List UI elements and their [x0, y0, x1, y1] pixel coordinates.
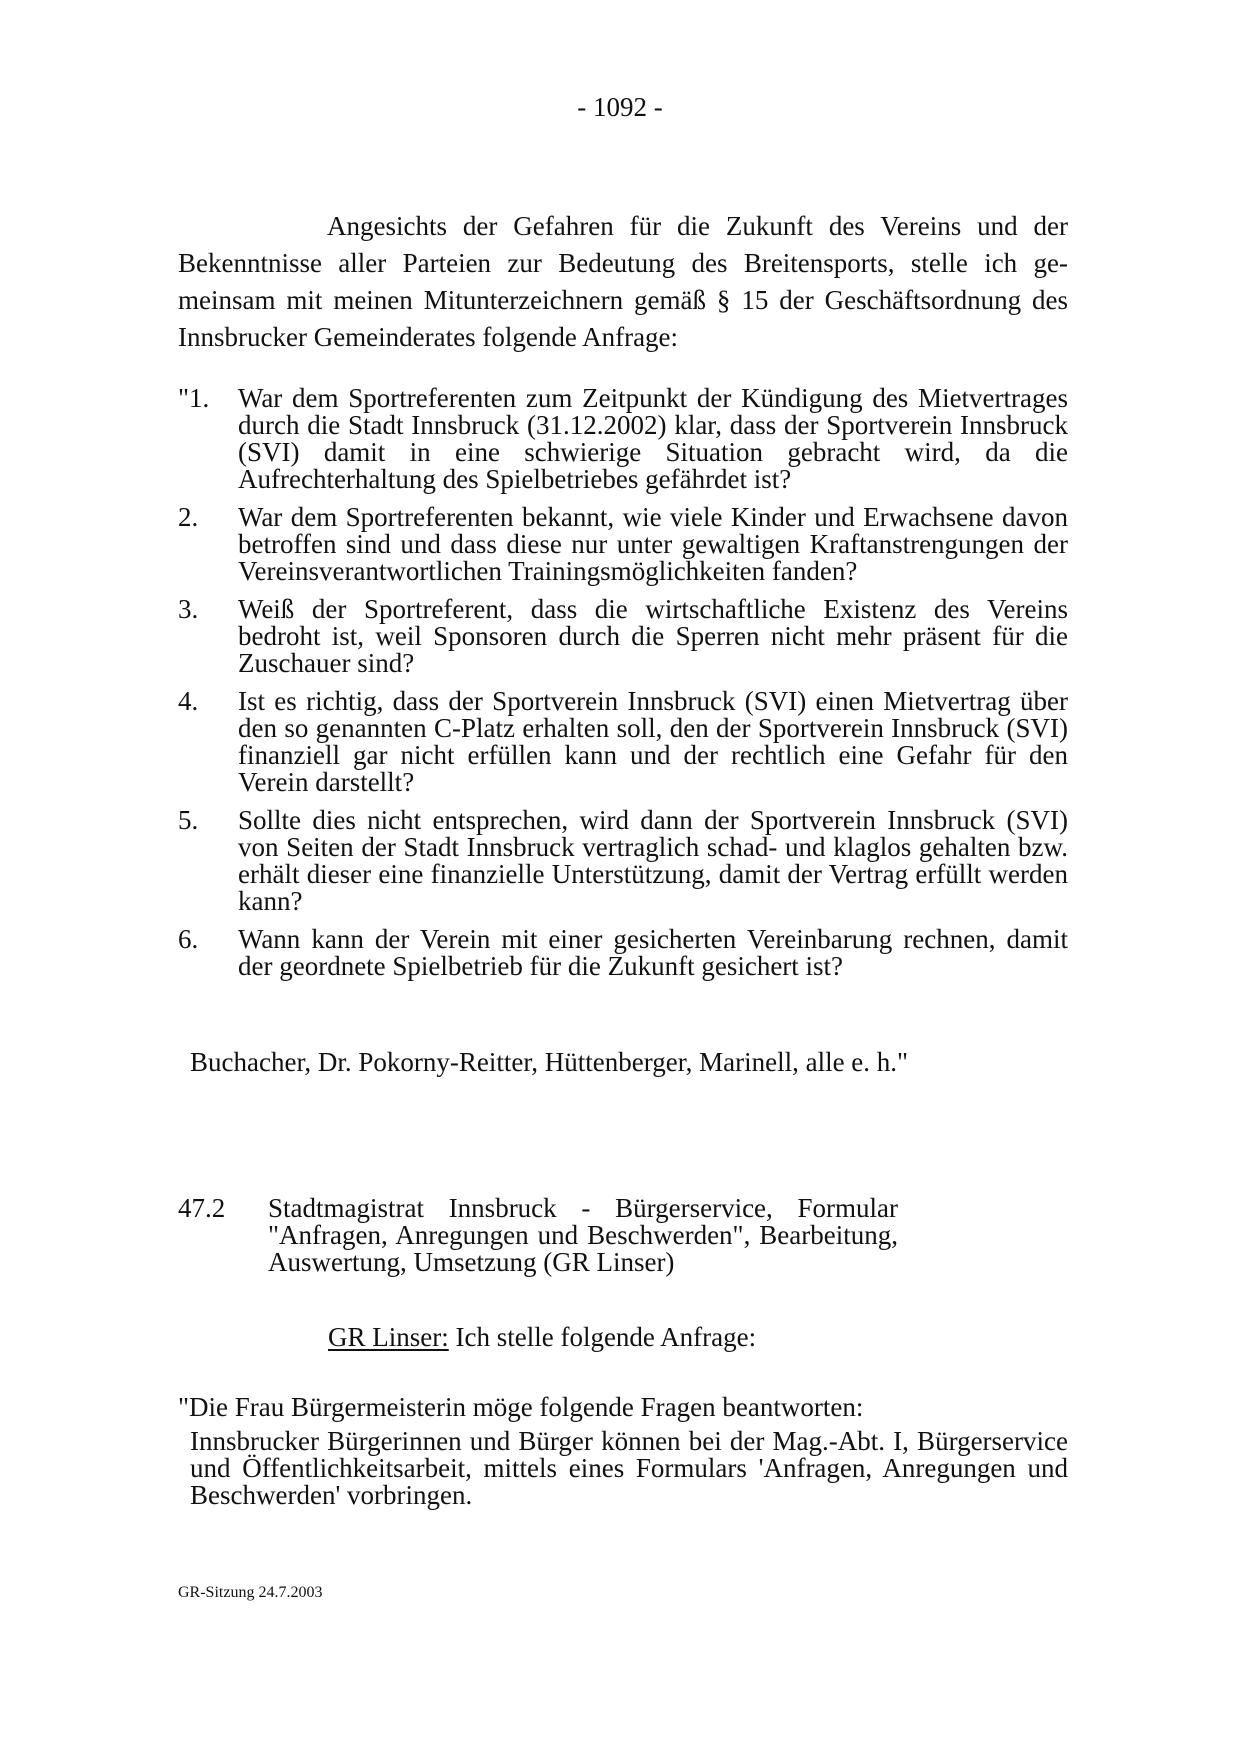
question-text: War dem Sportreferenten zum Zeitpunkt der Kündigung des Mietvertrages durch die Stadt Innsbruck (31.12.2002) klar, dass der Sportverein Innsbruck (SVI) damit in eine schwierige Situation gebracht wird, da die Aufrechterhaltung des Spielbetriebes gefährdet ist? [238, 383, 1068, 494]
agenda-item-title: Stadtmagistrat Innsbruck - Bürgerservice, Formular "Anfragen, Anregungen und Beschwerden", Bearbeitung, Auswertung, Umsetzung (GR Linser) [268, 1193, 898, 1277]
signers-line: Buchacher, Dr. Pokorny-Reitter, Hüttenberger, Marinell, alle e. h." [190, 1047, 909, 1077]
question-text: War dem Sportreferenten bekannt, wie viele Kinder und Erwachsene davon betroffen sind und dass diese nur unter gewaltigen Kraftanstrengungen der Vereinsverantwortlichen Trainingsmöglichkeiten fanden? [238, 502, 1068, 586]
question-item [178, 596, 1068, 677]
agenda-item [178, 1195, 898, 1276]
question-item [178, 688, 1068, 796]
question-number: 4. [178, 686, 199, 716]
speaker-statement: Ich stelle folgende Anfrage: [448, 1322, 757, 1352]
page-number: - 1092 - [577, 92, 663, 122]
speaker-name: GR Linser: [328, 1322, 449, 1352]
question-item [178, 807, 1068, 915]
question-text: Weiß der Sportreferent, dass die wirtschaftliche Existenz des Vereins bedroht ist, weil Sponsoren durch die Sperren nicht mehr präsent für die Zuschauer sind? [238, 594, 1068, 678]
body-paragraph: Innsbrucker Bürgerinnen und Bürger können bei der Mag.-Abt. I, Bürgerservice und Öffentlichkeitsarbeit, mittels eines Formulars 'Anfragen, Anregungen und Beschwerden' vorbringen. [190, 1426, 1068, 1510]
speaker-line [328, 1320, 756, 1354]
agenda-item-number: 47.2 [178, 1193, 226, 1223]
question-number: 6. [178, 924, 199, 954]
question-item [178, 385, 1068, 493]
question-text: Sollte dies nicht entsprechen, wird dann der Sportverein Innsbruck (SVI) von Seiten der Stadt Innsbruck vertraglich schad- und klaglos gehalten bzw. erhält dieser eine finanzielle Unterstützung, damit der Vertrag erfüllt werden kann? [238, 805, 1068, 916]
question-item [178, 926, 1068, 980]
question-number: "1. [178, 383, 210, 413]
question-number: 3. [178, 594, 199, 624]
question-text: Ist es richtig, dass der Sportverein Innsbruck (SVI) einen Mietvertrag über den so genannten C-Platz erhalten soll, den der Sportverein Innsbruck (SVI) finanziell gar nicht erfüllen kann und der rechtlich eine Gefahr für den Verein darstellt? [238, 686, 1068, 797]
question-text: Wann kann der Verein mit einer gesicherten Vereinbarung rechnen, damit der geordnete Spielbetrieb für die Zukunft gesichert ist? [238, 924, 1068, 981]
question-list [178, 385, 1068, 991]
question-number: 2. [178, 502, 199, 532]
question-number: 5. [178, 805, 199, 835]
quote-intro: "Die Frau Bürgermeisterin möge folgende Fragen beantworten: [178, 1392, 864, 1422]
question-item [178, 504, 1068, 585]
intro-paragraph: Angesichts der Gefahren für die Zukunft des Vereins und der Bekenntnisse aller Parteien zur Bedeutung des Breitensports, stelle ich gemeinsam mit meinen Mitunterzeichnern gemäß § 15 der Geschäftsordnung des Innsbrucker Gemeinderates folgende Anfrage: [178, 211, 1068, 352]
footer-session-date: GR-Sitzung 24.7.2003 [178, 1584, 323, 1601]
